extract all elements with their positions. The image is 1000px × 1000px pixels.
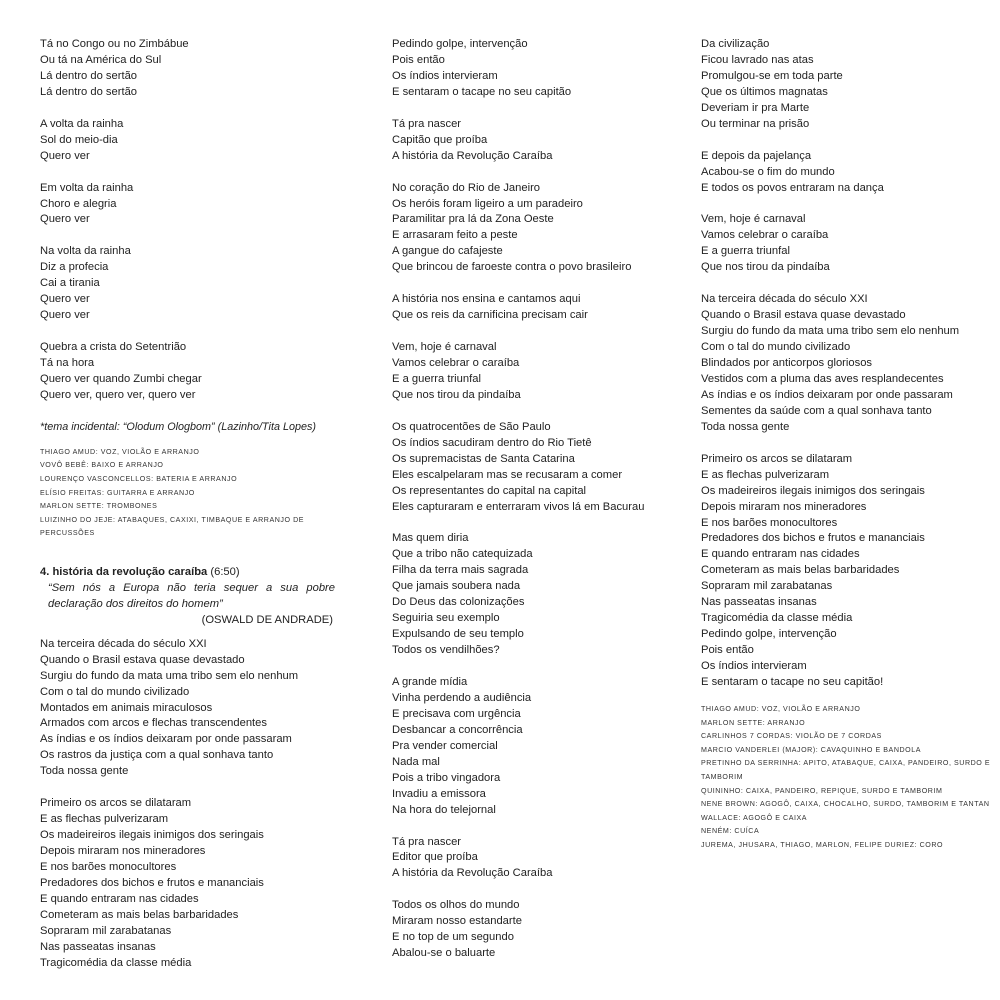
stanza [701, 452, 993, 691]
stanza [40, 117, 335, 165]
credit-line: MARCIO VANDERLEI (MAJOR): CAVAQUINHO E BANDOLA [701, 745, 922, 754]
lyric-line: E sentaram o tacape no seu capitão [392, 85, 572, 98]
stanza [392, 340, 682, 404]
credit-line: CARLINHOS 7 CORDAS: VIOLÃO DE 7 CORDAS [701, 732, 882, 741]
column-right [701, 37, 993, 852]
lyric-line: Em volta da rainha [40, 181, 134, 194]
lyric-line: Que os últimos magnatas [701, 85, 828, 98]
lyric-line: Os heróis foram ligeiro a um paradeiro [392, 197, 583, 210]
lyric-line: Ficou lavrado nas atas [701, 53, 814, 66]
lyric-line: Depois miraram nos mineradores [701, 500, 867, 513]
lyric-line: Os rastros da justiça com a qual sonhava tanto [40, 749, 274, 762]
stanza [40, 181, 335, 229]
lyric-line: E as flechas pulverizaram [701, 468, 830, 481]
lyric-line: Predadores dos bichos e frutos e mananciais [701, 532, 925, 545]
lyric-line: Capitão que proíba [392, 133, 488, 146]
lyric-line: A grande mídia [392, 676, 468, 689]
lyric-line: Vinha perdendo a audiência [392, 691, 532, 704]
lyric-line: Abalou-se o baluarte [392, 947, 496, 960]
lyric-line: Sopraram mil zarabatanas [40, 924, 172, 937]
stanza [701, 292, 993, 436]
lyric-line: E as flechas pulverizaram [40, 813, 169, 826]
lyric-line: Eles capturaram e enterraram vivos lá em Bacurau [392, 500, 645, 513]
lyric-line: Tá no Congo ou no Zimbábue [40, 38, 189, 50]
lyric-line: Cai a tirania [40, 277, 100, 290]
lyric-line: Que nos tirou da pindaíba [392, 388, 521, 401]
lyric-line: Quero ver [40, 293, 90, 306]
lyric-line: Filha da terra mais sagrada [392, 564, 529, 577]
stanza [392, 117, 682, 165]
stanza [701, 149, 993, 197]
credit-line: VOVÔ BEBÊ: BAIXO E ARRANJO [40, 461, 164, 470]
lyric-line: Quero ver, quero ver, quero ver [40, 388, 196, 401]
lyric-line: Na hora do telejornal [392, 803, 496, 816]
lyric-line: Com o tal do mundo civilizado [40, 685, 190, 698]
lyric-line: Quero ver [40, 309, 90, 322]
lyric-line: Quando o Brasil estava quase devastado [40, 653, 245, 666]
lyric-line: No coração do Rio de Janeiro [392, 181, 541, 194]
lyric-line: Todos os olhos do mundo [392, 899, 520, 912]
lyric-line: Miraram nosso estandarte [392, 915, 522, 928]
lyric-line: Eles escalpelaram mas se recusaram a comer [392, 468, 623, 481]
credit-line: QUININHO: CAIXA, PANDEIRO, REPIQUE, SURDO E TAMBORIM [701, 786, 943, 795]
credit-line: NENÉM: CUÍCA [701, 827, 760, 836]
lyric-line: Pois então [701, 644, 754, 657]
stanza [392, 675, 682, 819]
lyric-line: Todos os vendilhões? [392, 644, 500, 657]
lyric-line: Sementes da saúde com a qual sonhava tanto [701, 404, 932, 417]
lyric-line: Surgiu do fundo da mata uma tribo sem elo nenhum [701, 325, 960, 338]
lyric-line: Paramilitar pra lá da Zona Oeste [392, 213, 554, 226]
epigraph-author: (OSWALD DE ANDRADE) [201, 613, 333, 626]
column-left [40, 37, 335, 988]
stanza [40, 244, 335, 324]
lyric-line: Na volta da rainha [40, 245, 131, 258]
lyric-line: Nas passeatas insanas [701, 596, 817, 609]
stanza [40, 37, 335, 101]
song-duration: (6:50) [207, 565, 240, 578]
lyric-line: Tragicomédia da classe média [701, 612, 853, 625]
song-title: 4. história da revolução caraíba [40, 565, 208, 578]
credit-line: NENE BROWN: AGOGÔ, CAIXA, CHOCALHO, SURDO, TAMBORIM E TANTAN [701, 800, 990, 809]
lyric-line: Tragicomédia da classe média [40, 956, 192, 969]
lyric-line: Com o tal do mundo civilizado [701, 341, 851, 354]
lyric-line: Que a tribo não catequizada [392, 548, 533, 561]
lyrics-block-4 [701, 37, 993, 691]
credits-track-4 [701, 703, 993, 853]
lyric-line: Que jamais soubera nada [392, 580, 521, 593]
lyric-line: Quando o Brasil estava quase devastado [701, 309, 906, 322]
stanza [392, 835, 682, 883]
lyric-line: Sopraram mil zarabatanas [701, 580, 833, 593]
lyric-line: Lá dentro do sertão [40, 85, 138, 98]
lyric-line: Ou tá na América do Sul [40, 53, 162, 66]
lyric-line: Seguiria seu exemplo [392, 612, 500, 625]
stanza [392, 420, 682, 516]
incidental-theme-note: *tema incidental: “Olodum Ologbom” (Lazinho/Tita Lopes) [40, 420, 316, 433]
lyric-line: Quebra a crista do Setentrião [40, 341, 187, 354]
lyric-line: E a guerra triunfal [392, 372, 481, 385]
lyric-line: Que os reis da carnificina precisam cair [392, 309, 588, 322]
lyric-line: Nas passeatas insanas [40, 940, 156, 953]
lyric-line: Pedindo golpe, intervenção [392, 38, 528, 50]
lyric-line: Os representantes do capital na capital [392, 484, 587, 497]
lyric-line: A volta da rainha [40, 117, 124, 130]
lyric-line: Blindados por anticorpos gloriosos [701, 357, 873, 370]
lyric-line: Os quatrocentões de São Paulo [392, 420, 551, 433]
lyrics-block-3 [392, 37, 682, 962]
lyric-line: Surgiu do fundo da mata uma tribo sem elo nenhum [40, 669, 299, 682]
lyric-line: Do Deus das colonizações [392, 596, 525, 609]
lyric-line: Pois a tribo vingadora [392, 771, 501, 784]
lyric-line: Vamos celebrar o caraíba [701, 229, 829, 242]
lyric-line: Expulsando de seu templo [392, 628, 524, 641]
credit-line: THIAGO AMUD: VOZ, VIOLÃO E ARRANJO [701, 704, 861, 713]
lyric-line: Deveriam ir pra Marte [701, 101, 810, 114]
lyric-line: E depois da pajelança [701, 149, 812, 162]
epigraph-quote: “Sem nós a Europa não teria sequer a sua pobre declaração dos direitos do homem” [48, 581, 335, 610]
lyric-line: Sol do meio-dia [40, 133, 118, 146]
lyric-line: Vem, hoje é carnaval [392, 341, 497, 354]
stanza [392, 292, 682, 324]
lyric-line: Cometeram as mais belas barbaridades [40, 908, 239, 921]
stanza [701, 37, 993, 133]
credits-track-3 [40, 446, 335, 541]
lyric-line: Armados com arcos e flechas transcendentes [40, 717, 267, 730]
lyric-line: Cometeram as mais belas barbaridades [701, 564, 900, 577]
credit-line: LOURENÇO VASCONCELLOS: BATERIA E ARRANJO [40, 474, 238, 483]
lyric-line: Vem, hoje é carnaval [701, 213, 806, 226]
lyric-line: E arrasaram feito a peste [392, 229, 518, 242]
lyric-line: Quero ver quando Zumbi chegar [40, 372, 202, 385]
lyric-line: Primeiro os arcos se dilataram [40, 797, 192, 810]
lyrics-block-1 [40, 37, 335, 404]
lyric-line: Nada mal [392, 755, 440, 768]
stanza [40, 637, 335, 781]
stanza [40, 340, 335, 404]
lyric-line: Tá na hora [40, 357, 95, 369]
lyric-line: E precisava com urgência [392, 707, 521, 720]
lyric-line: Toda nossa gente [40, 765, 129, 778]
lyric-line: Vestidos com a pluma das aves resplandecentes [701, 372, 944, 385]
lyric-line: Vamos celebrar o caraíba [392, 357, 520, 369]
lyric-line: Acabou-se o fim do mundo [701, 165, 835, 178]
column-middle [392, 37, 682, 978]
lyric-line: As índias e os índios deixaram por onde passaram [701, 388, 953, 401]
lyric-line: E sentaram o tacape no seu capitão! [701, 676, 884, 689]
stanza [392, 181, 682, 277]
credit-line: WALLACE: AGOGÔ E CAIXA [701, 813, 808, 822]
credit-line: MARLON SETTE: TROMBONES [40, 502, 158, 511]
lyric-line: Depois miraram nos mineradores [40, 845, 206, 858]
credit-line: ELÍSIO FREITAS: GUITARRA E ARRANJO [40, 488, 195, 497]
lyric-line: E nos barões monocultores [40, 861, 177, 874]
lyric-line: Diz a profecia [40, 261, 109, 274]
lyric-line: Os madeireiros ilegais inimigos dos seringais [40, 829, 264, 842]
lyric-line: Mas quem diria [392, 532, 469, 545]
credit-line: THIAGO AMUD: VOZ, VIOLÃO E ARRANJO [40, 447, 200, 456]
lyric-line: E quando entraram nas cidades [40, 892, 199, 905]
lyric-line: Os índios intervieram [392, 69, 498, 82]
lyric-line: Lá dentro do sertão [40, 69, 138, 82]
credit-line: JUREMA, JHUSARA, THIAGO, MARLON, FELIPE DURIEZ: CORO [701, 840, 944, 849]
lyric-line: Pois então [392, 53, 445, 66]
stanza [701, 212, 993, 276]
lyrics-block-2 [40, 637, 335, 972]
lyric-line: E nos barões monocultores [701, 516, 838, 529]
lyric-line: E a guerra triunfal [701, 245, 790, 258]
lyric-line: Os índios intervieram [701, 660, 807, 673]
lyric-line: Ou terminar na prisão [701, 117, 810, 130]
lyric-line: Invadiu a emissora [392, 787, 486, 800]
lyric-line: Os índios sacudiram dentro do Rio Tietê [392, 436, 592, 449]
lyric-line: Da civilização [701, 38, 770, 50]
lyric-line: Choro e alegria [40, 197, 117, 210]
lyric-line: Primeiro os arcos se dilataram [701, 452, 853, 465]
lyric-line: Na terceira década do século XXI [40, 637, 207, 650]
lyric-line: Os madeireiros ilegais inimigos dos seringais [701, 484, 925, 497]
stanza [392, 531, 682, 659]
lyric-line: Pedindo golpe, intervenção [701, 628, 837, 641]
credit-line: MARLON SETTE: ARRANJO [701, 718, 806, 727]
lyric-line: E quando entraram nas cidades [701, 548, 860, 561]
lyric-line: Tá pra nascer [392, 117, 462, 130]
song-heading [40, 565, 335, 581]
lyric-line: Pra vender comercial [392, 739, 498, 752]
lyric-line: E no top de um segundo [392, 931, 514, 944]
lyric-line: Montados em animais miraculosos [40, 701, 213, 714]
lyric-line: Na terceira década do século XXI [701, 293, 868, 306]
lyric-line: Toda nossa gente [701, 420, 790, 433]
lyric-line: Tá pra nascer [392, 835, 462, 848]
lyric-line: A gangue do cafajeste [392, 245, 503, 258]
stanza [392, 37, 682, 101]
lyric-line: Predadores dos bichos e frutos e mananciais [40, 877, 264, 889]
lyric-line: E todos os povos entraram na dança [701, 181, 884, 194]
lyric-line: A história nos ensina e cantamos aqui [392, 293, 581, 306]
lyric-line: Quero ver [40, 213, 90, 226]
lyric-line: Que brincou de faroeste contra o povo brasileiro [392, 261, 632, 274]
lyric-line: A história da Revolução Caraíba [392, 867, 553, 880]
credit-line: PRETINHO DA SERRINHA: APITO, ATABAQUE, CAIXA, PANDEIRO, SURDO E TAMBORIM [701, 759, 991, 781]
lyric-line: Que nos tirou da pindaíba [701, 261, 830, 274]
stanza [392, 898, 682, 962]
lyric-line: Quero ver [40, 149, 90, 162]
lyric-line: As índias e os índios deixaram por onde passaram [40, 733, 292, 746]
lyric-line: Os supremacistas de Santa Catarina [392, 452, 575, 465]
credit-line: LUIZINHO DO JEJE: ATABAQUES, CAXIXI, TIMBAQUE E ARRANJO DE PERCUSSÕES [40, 515, 305, 538]
lyric-line: Desbancar a concorrência [392, 723, 523, 736]
stanza [40, 796, 335, 971]
lyric-line: A história da Revolução Caraíba [392, 149, 553, 162]
lyric-line: Editor que proíba [392, 851, 478, 864]
lyric-line: Promulgou-se em toda parte [701, 69, 843, 82]
